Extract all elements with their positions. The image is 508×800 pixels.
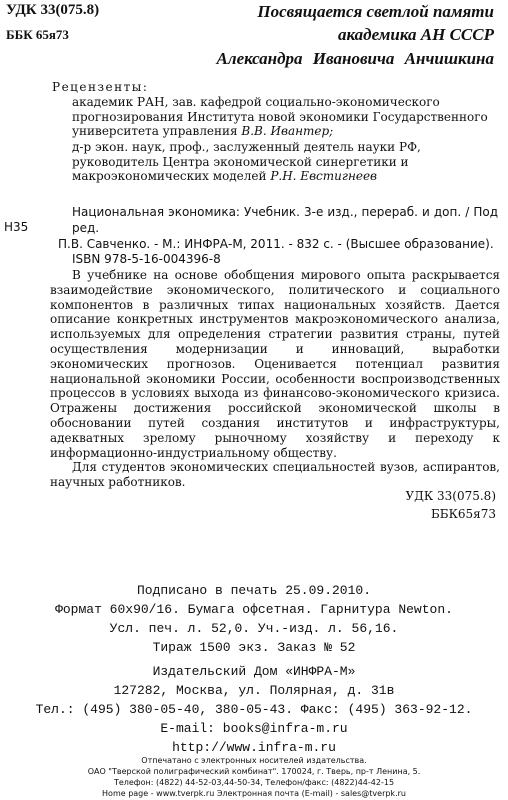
- publisher-name: Издательский Дом «ИНФРА-М»: [152, 664, 356, 679]
- imprint-sheets: Усл. печ. л. 52,0. Уч.-изд. л. 56,16.: [109, 621, 399, 636]
- catalog-entry: [58, 204, 498, 252]
- publisher-phone: Тел.: (495) 380-05-40, 380-05-43. Факс: (495) 363-92-12.: [35, 702, 473, 717]
- publisher-address: 127282, Москва, ул. Полярная, д. 31в: [113, 683, 395, 698]
- reviewer-2-affiliation: д-р экон. наук, проф., заслуженный деятель науки РФ, руководитель Центра экономической синергетики и макроэкономических моделей: [72, 140, 421, 183]
- reviewer-1-affiliation: академик РАН, зав. кафедрой социально-экономического прогнозирования Института новой экономики Государственного университета управления: [72, 95, 488, 138]
- reviewers-heading: Рецензенты:: [52, 80, 149, 94]
- reviewer-1: [72, 95, 498, 139]
- reviewer-1-name: В.В. Ивантер;: [241, 124, 334, 138]
- abstract-paragraph-1: В учебнике на основе обобщения мирового опыта раскрывается взаимодействие экономического, политического и социального компонентов в различных типах национальных хозяйств. Дается описание конкретных инструментов макроэкономического анализа, используемых для определения стратегии развития страны, путей осуществления модернизации и инноваций, выработки экономических прогнозов. Оценивается потенциал развития национальной экономики России, особенности воспроизводственных процессов в условиях выхода из финансово-экономического кризиса. Отражены достижения российской экономической школы в обосновании путей создания институтов и инфраструктуры, адекватных зрелому рыночному хозяйству и переходу к информационно-индустриальному обществу.: [50, 268, 500, 460]
- dedication-line-1: Посвящается светлой памяти: [257, 2, 494, 21]
- reviewer-2: [72, 140, 498, 184]
- printer-line-4: Home page - www.tverpk.ru Электронная почта (E-mail) - sales@tverpk.ru: [102, 789, 406, 798]
- printer-line-1: Отпечатано с электронных носителей издательства.: [141, 756, 367, 765]
- imprint-format: Формат 60x90/16. Бумага офсетная. Гарнитура Newton.: [55, 602, 453, 617]
- printer-line-2: ОАО "Тверской полиграфический комбинат". 170024, г. Тверь, пр-т Ленина, 5.: [87, 767, 421, 776]
- reviewer-2-name: Р.Н. Евстигнеев: [270, 169, 378, 183]
- udk-code-bottom: УДК 33(075.8): [405, 489, 496, 503]
- publisher-url: http://www.infra-m.ru: [172, 740, 336, 755]
- catalog-line-1: Национальная экономика: Учебник. 3-е изд., перераб. и доп. / Под ред.: [72, 205, 498, 235]
- imprint-signed: Подписано в печать 25.09.2010.: [136, 583, 372, 598]
- udk-code-top: УДК 33(075.8): [6, 2, 100, 18]
- bbk-code-top: ББК 65я73: [6, 27, 69, 42]
- abstract: [50, 268, 500, 490]
- imprint-run: Тираж 1500 экз. Заказ № 52: [152, 640, 356, 655]
- isbn: ISBN 978-5-16-004396-8: [72, 252, 221, 266]
- dedication-line-3: Александра Ивановича Анчишкина: [216, 49, 494, 68]
- abstract-paragraph-2: Для студентов экономических специальностей вузов, аспирантов, научных работников.: [50, 460, 500, 490]
- dedication-line-2: академика АН СССР: [337, 25, 494, 44]
- catalog-line-2: П.В. Савченко. - М.: ИНФРА-М, 2011. - 832 с. - (Высшее образование).: [58, 237, 494, 251]
- bbk-code-bottom: ББК65я73: [430, 507, 496, 521]
- footer-codes: [405, 487, 496, 523]
- publisher-email: E-mail: books@infra-m.ru: [160, 721, 348, 736]
- printer-line-3: Телефон: (4822) 44-52-03,44-50-34, Телефон/факс: (4822)44-42-15: [113, 778, 395, 787]
- catalog-code: Н35: [4, 220, 29, 234]
